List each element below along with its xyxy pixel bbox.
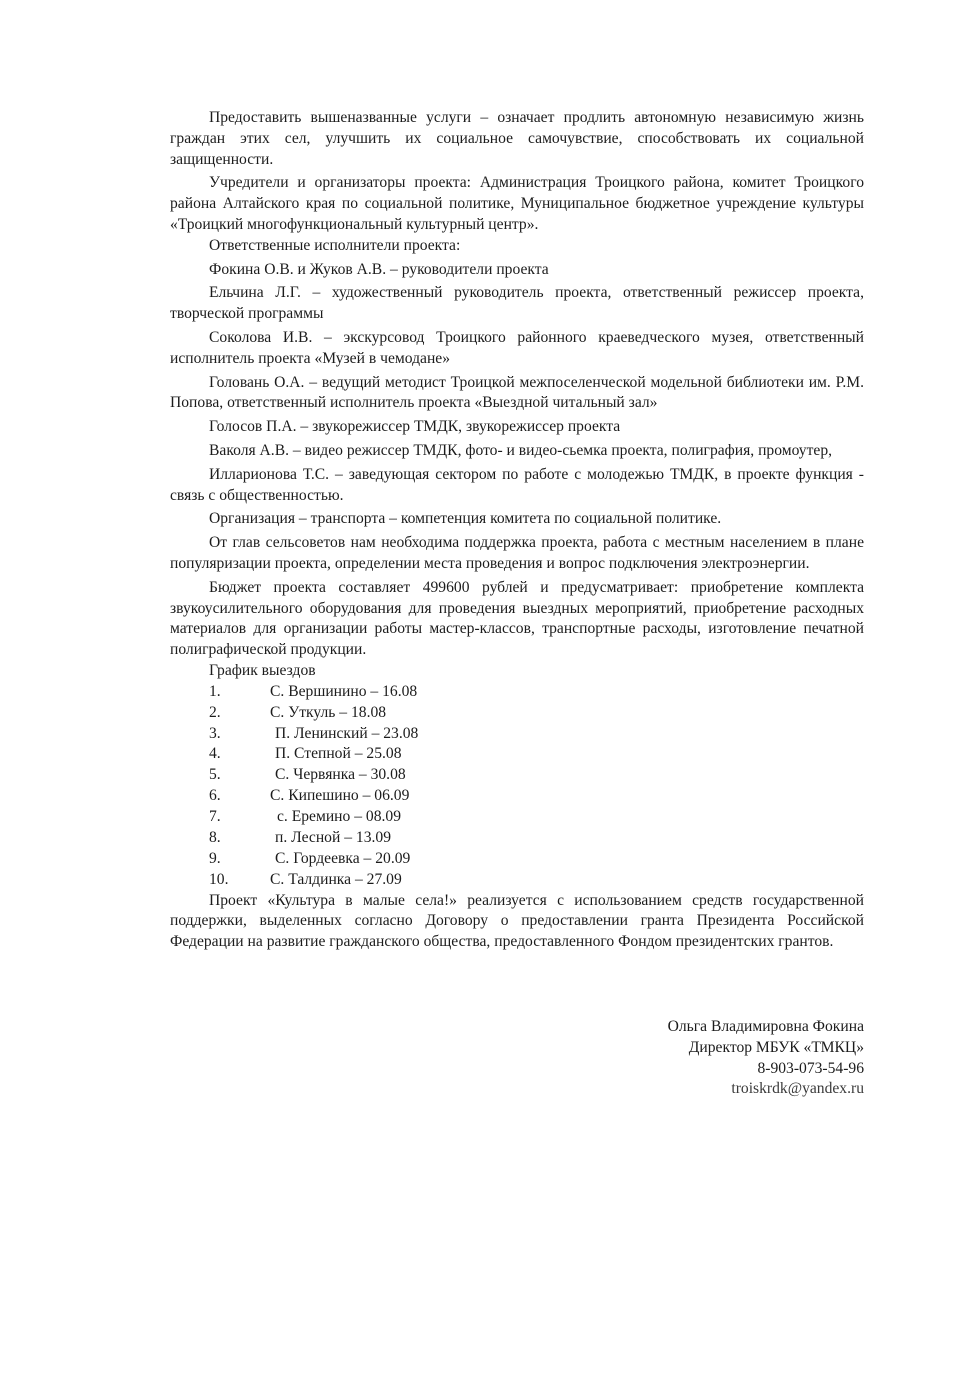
signature-position: Директор МБУК «ТМКЦ»	[688, 1038, 864, 1056]
schedule-item-number: 2.	[209, 703, 221, 721]
paragraph-executor-sokolova: Соколова И.В. – экскурсовод Троицкого районного краеведческого музея, ответственный исполнитель проекта «Музей в чемодане»	[170, 328, 864, 367]
schedule-item-number: 8.	[209, 828, 221, 846]
signature-phone: 8-903-073-54-96	[757, 1059, 864, 1077]
schedule-item-number: 4.	[209, 745, 221, 763]
signature-email: troiskrdk@yandex.ru	[731, 1080, 864, 1098]
schedule-item-number: 10.	[209, 870, 229, 888]
schedule-item-place: с. Еремино – 08.09	[277, 808, 401, 826]
schedule-item-place: С. Уткуль – 18.08	[270, 703, 387, 721]
schedule-item-number: 5.	[209, 766, 221, 784]
schedule-item-place: С. Вершинино – 16.08	[270, 682, 418, 700]
paragraph-grant: Проект «Культура в малые села!» реализуется с использованием средств государственной поддержки, выделенных согласно Договору о предоставлении гранта Президента Российской Федерации на развитие гражданского общества, предоставленного Фондом президентских грантов.	[170, 891, 864, 951]
schedule-item	[170, 870, 864, 891]
schedule-item-number: 6.	[209, 787, 221, 805]
schedule-item-number: 3.	[209, 724, 221, 742]
paragraph-executor-vakolya: Ваколя А.В. – видео режиссер ТМДК, фото- и видео-сьемка проекта, полиграфия, промоутер,	[209, 441, 833, 459]
schedule-item	[170, 682, 864, 703]
schedule-item-number: 9.	[209, 849, 221, 867]
schedule-item-number: 1.	[209, 682, 221, 700]
paragraph-services: Предоставить вышеназванные услуги – означает продлить автономную независимую жизнь граждан этих сел, улучшить их социальное самочувствие, способствовать их социальной защищенности.	[170, 109, 864, 168]
schedule-item	[170, 849, 864, 870]
schedule-item	[170, 703, 864, 724]
schedule-item-place: п. Лесной – 13.09	[275, 828, 392, 846]
schedule-item-place: С. Кипешино – 06.09	[270, 787, 410, 805]
paragraph-executor-elchina: Ельчина Л.Г. – художественный руководитель проекта, ответственный режиссер проекта, творческой программы	[170, 284, 864, 323]
schedule-item-place: С. Талдинка – 27.09	[270, 870, 402, 888]
document-body	[170, 108, 864, 953]
schedule-item-place: С. Гордеевка – 20.09	[275, 849, 411, 867]
signature-name: Ольга Владимировна Фокина	[667, 1018, 864, 1035]
schedule-item	[170, 765, 864, 786]
schedule-item-number: 7.	[209, 808, 221, 826]
schedule-item	[170, 828, 864, 849]
schedule-list	[170, 682, 864, 891]
schedule-title: График выездов	[209, 661, 316, 679]
schedule-item-place: П. Степной – 25.08	[275, 745, 402, 763]
schedule-item	[170, 786, 864, 807]
paragraph-executors-heading: Ответственные исполнители проекта:	[209, 236, 461, 254]
paragraph-executor-fokina: Фокина О.В. и Жуков А.В. – руководители проекта	[209, 260, 549, 278]
paragraph-founders: Учредители и организаторы проекта: Администрация Троицкого района, комитет Троицкого района Алтайского края по социальной политике, Муниципальное бюджетное учреждение культуры «Троицкий многофункциональный культурный центр».	[170, 174, 864, 233]
paragraph-transport: Организация – транспорта – компетенция комитета по социальной политике.	[209, 510, 722, 528]
schedule-item	[170, 724, 864, 745]
paragraph-executor-golovan: Головань О.А. – ведущий методист Троицкой межпоселенческой модельной библиотеки им. Р.М. Попова, ответственный исполнитель проекта «Выездной читальный зал»	[170, 373, 864, 412]
schedule-item-place: С. Червянка – 30.08	[275, 766, 406, 784]
signature-block	[668, 1017, 864, 1100]
paragraph-executor-golosov: Голосов П.А. – звукорежиссер ТМДК, звукорежиссер проекта	[209, 418, 621, 436]
paragraph-budget: Бюджет проекта составляет 499600 рублей и предусматривает: приобретение комплекта звукоусилительного оборудования для проведения выездных мероприятий, приобретение расходных материалов для организации работы мастер-классов, транспортные расходы, изготовление печатной полиграфической продукции.	[170, 578, 864, 659]
schedule-item	[170, 744, 864, 765]
paragraph-executor-illarionova: Илларионова Т.С. – заведующая сектором по работе с молодежью ТМДК, в проекте функция - связь с общественностью.	[170, 465, 864, 504]
schedule-item-place: П. Ленинский – 23.08	[275, 724, 419, 742]
schedule-item	[170, 807, 864, 828]
paragraph-village-support: От глав сельсоветов нам необходима поддержка проекта, работа с местным населением в плане популяризации проекта, определении места проведения и вопрос подключения электроэнергии.	[170, 534, 864, 572]
